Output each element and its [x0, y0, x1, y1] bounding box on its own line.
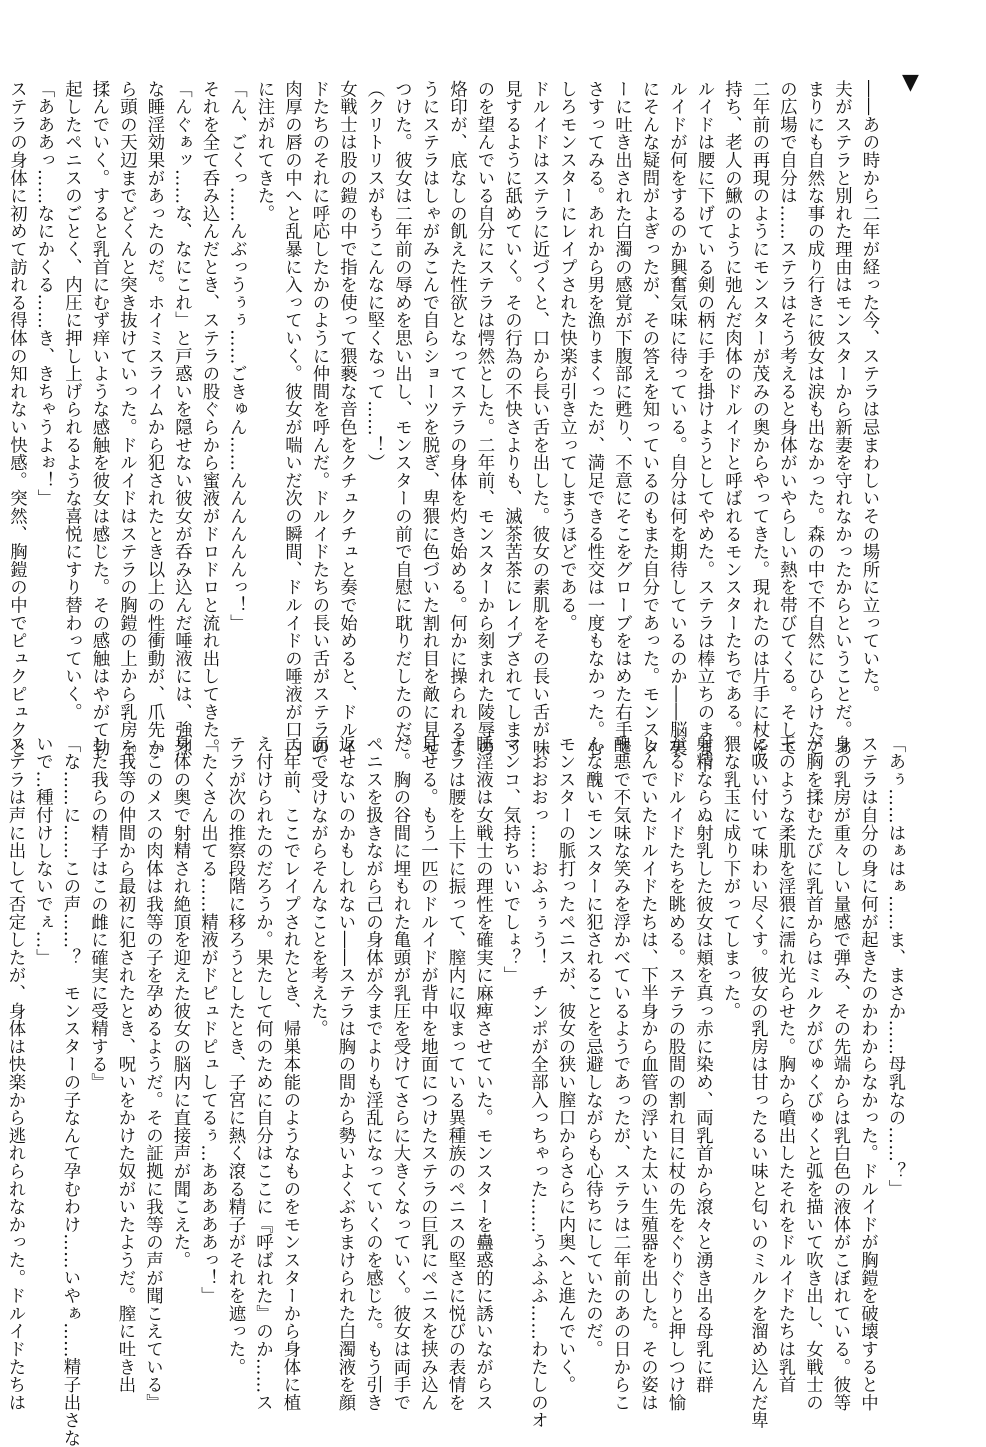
text-column: 烙印が、底なしの飢えた性欲となってステラの身体を灼き始める。何かに操られるよ	[446, 80, 467, 757]
text-column: ステラの身体に初めて訪れる得体の知れない快感。突然、胸鎧の中でピュクピュクと	[6, 80, 27, 757]
text-column: のを望んでいる自分にステラは愕然とした。二年前、モンスターから刻まれた陵辱の	[474, 80, 494, 757]
text-column: に吸い付いて味わい尽くす。彼女の乳房は甘ったるい味と匂いのミルクを溜め込んだ卑	[747, 735, 768, 1430]
text-column: ら頭の天辺までどくんと突き抜けていった。ドルイドはステラの胸鎧の上から乳房を	[116, 80, 137, 757]
text-column: ドたちのそれに呼応したかのように仲間を呼んだ。ドルイドたちの長い舌がステラの	[309, 80, 329, 757]
text-column: 射精ならぬ射乳した彼女は頬を真っ赤に染め、両乳首から滾々と湧き出る母乳に群	[692, 735, 713, 1394]
text-column: 面で受けながらそんなことを考えた。	[307, 735, 328, 1038]
text-column: した我らの精子はこの雌に確実に受精する』	[87, 735, 108, 1091]
text-column: 「おおおっ……おふぅぅう！ チンポが全部入っちゃった……うふふふ……わたしのオ	[527, 735, 548, 1430]
text-column	[0, 735, 1, 1335]
text-column: 「んぐぁッ……な、なにこれ」と戸惑いを隠せない彼女が呑み込んだ唾液には、強烈	[171, 80, 192, 757]
text-column: 二年前の再現のようにモンスターが茂みの奥からやってきた。現れたのは片手に杖を	[749, 80, 769, 757]
section-marker-icon: ▼	[902, 70, 919, 95]
text-column: テラは腰を上下に振って、膣内に収まっている異種族のペニスの堅さに悦びの表情を	[445, 735, 465, 1412]
text-column	[0, 80, 2, 690]
text-column: 持ち、老人の鰍のように弛んだ肉体のドルイドと呼ばれるモンスターたちである。	[721, 80, 742, 739]
text-column: 夫がステラと別れた理由はモンスターから新妻を守れなかったからということだ。あ	[831, 80, 852, 757]
text-column: え付けられたのだろうか。果たして何のために自分はここに『呼ばれた』のか……ス	[252, 735, 273, 1412]
text-column: しろモンスターにレイプされた快楽が引き立ってしまうほどである。	[556, 80, 577, 632]
lower-text-block	[5, 735, 908, 1447]
text-column: 身体の奥で射精され絶頂を迎えた彼女の脳内に直接声が聞こえた。	[170, 735, 190, 1269]
text-column: 「な……に……この声……？ モンスターの子なんて孕むわけ……いやぁ……精子出さな	[60, 735, 80, 1447]
text-column: 身の乳房が重々しい量感で弾み、その先端からは乳白色の液体がこぼれている。彼等	[830, 735, 850, 1412]
text-column: ステラは声に出して否定したが、身体は快楽から逃れられなかった。ドルイドたちは	[5, 735, 25, 1412]
text-column: 『我等の仲間から最初に犯されたとき、呪いをかけた奴がいたようだ。膣に吐き出	[115, 735, 135, 1394]
text-column: うにステラはしゃがみこんで自らショーツを脱ぎ、卑猥に色づいた割れ目を敵に見せ	[419, 80, 439, 757]
text-column: テラが次の推察段階に移ろうとしたとき、子宮に熱く滾る精子がそれを遮った。	[225, 735, 245, 1376]
text-column: にそんな疑問がよぎったが、その答えを知っているのもまた自分であった。モンスタ	[639, 80, 659, 757]
text-column: いで…種付けしないでぇ…」	[32, 735, 53, 967]
text-column: 「あぅ……はぁはぁ……ま、まさか……母乳なの……？」	[885, 735, 905, 1198]
text-column: さすってみる。あれから男を漁りまくったが、満足できる性交は一度もなかった。む	[584, 80, 604, 757]
text-column: 睡淫液は女戦士の理性を確実に麻痺させていた。モンスターを蠱惑的に誘いながらス	[472, 735, 493, 1412]
text-column: マンコ、気持ちいいでしょ？」	[500, 735, 520, 985]
text-column: モンスターの脈打ったペニスが、彼女の狭い膣口からさらに内奥へと進んでいく。	[555, 735, 575, 1394]
upper-text-block	[6, 80, 882, 775]
text-column: 二年前、ここでレイプされたとき、帰巣本能のようなものをモンスターから身体に植	[280, 735, 300, 1412]
text-column: 「あああっ……なにかくる……き、きちゃうよぉ！」	[34, 80, 54, 508]
text-column: ステラは自分の身に何が起きたのかわからなかった。ドルイドが胸鎧を破壊すると中	[857, 735, 878, 1412]
text-column: ドルイドはステラに近づくと、口から長い舌を出した。彼女の素肌をその長い舌が味	[529, 80, 549, 757]
text-column: それを全て呑み込んだとき、ステラの股ぐらから蜜液がドロドロと流れ出してきた。	[199, 80, 219, 757]
text-column: に注がれてきた。	[254, 80, 274, 223]
text-column: ーに吐き出された白濁の感覚が下腹部に甦り、不意にそこをグローブをはめた右手で	[611, 80, 632, 757]
text-column: 見するように舐めていく。その行為の不快さよりも、滅茶苦茶にレイプされてしまう	[501, 80, 522, 757]
text-column: （クリトリスがもうこんなに堅くなって……！）	[364, 80, 384, 472]
text-column: 「ん、ごくっ……んぶっうぅぅ……ごきゅん……んんんんんんっ！」	[226, 80, 247, 632]
text-column: 起したペニスのごとく、内圧に押し上げられるような喜悦にすり替わっていく。	[61, 80, 82, 721]
text-column: 猥な乳玉に成り下がってしまった。	[720, 735, 740, 1020]
text-column: がるドルイドたちを眺める。ステラの股間の割れ目に杖の先をぐりぐりと押しつけ愉	[665, 735, 685, 1412]
text-column: だ。胸の谷間に埋もれた亀頭が乳圧を受けてさらに大きくなっていく。彼女は両手で	[390, 735, 410, 1412]
text-column: ――あの時から二年が経った今、ステラは忌まわしいその場所に立っていた。	[859, 80, 879, 703]
text-column: 「たくさん出てる……精液がドピュドピュしてるぅ…あああああっ！」	[197, 735, 218, 1305]
text-column: まりにも自然な事の成り行きに彼女は涙も出なかった。森の中で不自然にひらけたこ	[804, 80, 824, 757]
text-column: の広場で自分は……ステラはそう考えると身体がいやらしい熱を帯びてくる。そして	[776, 80, 797, 757]
text-column: 肉厚の唇の中へと乱暴に入っていく。彼女が喘いだ次の瞬間、ドルイドの唾液が口内	[281, 80, 302, 757]
text-column: ペニスを扱きながら己の身体が今までよりも淫乱になっていくのを感じた。もう引き	[362, 735, 383, 1412]
text-column: 玉のような柔肌を淫猥に濡れ光らせた。胸から噴出したそれをドルイドたちは乳首	[775, 735, 795, 1394]
text-column: 『このメスの肉体は我等の子を孕めるようだ。その証拠に我等の声が聞こえている』	[142, 735, 163, 1412]
text-column: 醜悪で不気味な笑みを浮かべているようであったが、ステラは二年前のあの日からこ	[610, 735, 630, 1412]
text-column: 見せる。もう一匹のドルイドが背中を地面につけたステラの巨乳にペニスを挟み込ん	[417, 735, 438, 1412]
text-column: んな醜いモンスターに犯されることを忌避しながらも心待ちにしていたのだ。	[582, 735, 603, 1358]
text-column: つけた。彼女は二年前の辱めを思い出し、モンスターの前で自慰に耽りだしたのだ。	[391, 80, 412, 757]
text-column: ルイドが何をするのか興奮気味に待っている。自分は何を期待しているのか――脳裏	[666, 80, 687, 757]
text-column: 返せないのかもしれない――ステラは胸の間から勢いよくぶちまけられた白濁液を顔	[335, 735, 355, 1412]
text-column: 女戦士は股の鎧の中で指を使って猥褻な音色をクチュクチュと奏で始めると、ドルイ	[336, 80, 357, 757]
text-column: しんでいたドルイドたちは、下半身から血管の浮いた太い生殖器を出した。その姿は	[637, 735, 658, 1412]
text-column: が胸を揉むたびに乳首からはミルクがびゅくびゅくと弧を描いて吹き出し、女戦士の	[802, 735, 823, 1412]
text-column: ルイドは腰に下げている剣の柄に手を掛けようとしてやめた。ステラは棒立ちのままド	[694, 80, 714, 775]
text-column: 揉んでいく。すると乳首にむず痒いような感触を彼女は感じた。その感触はやがて勃	[89, 80, 109, 757]
text-column: な睡淫効果があったのだ。ホイミスライムから犯されたとき以上の性衝動が、爪先か	[144, 80, 164, 757]
